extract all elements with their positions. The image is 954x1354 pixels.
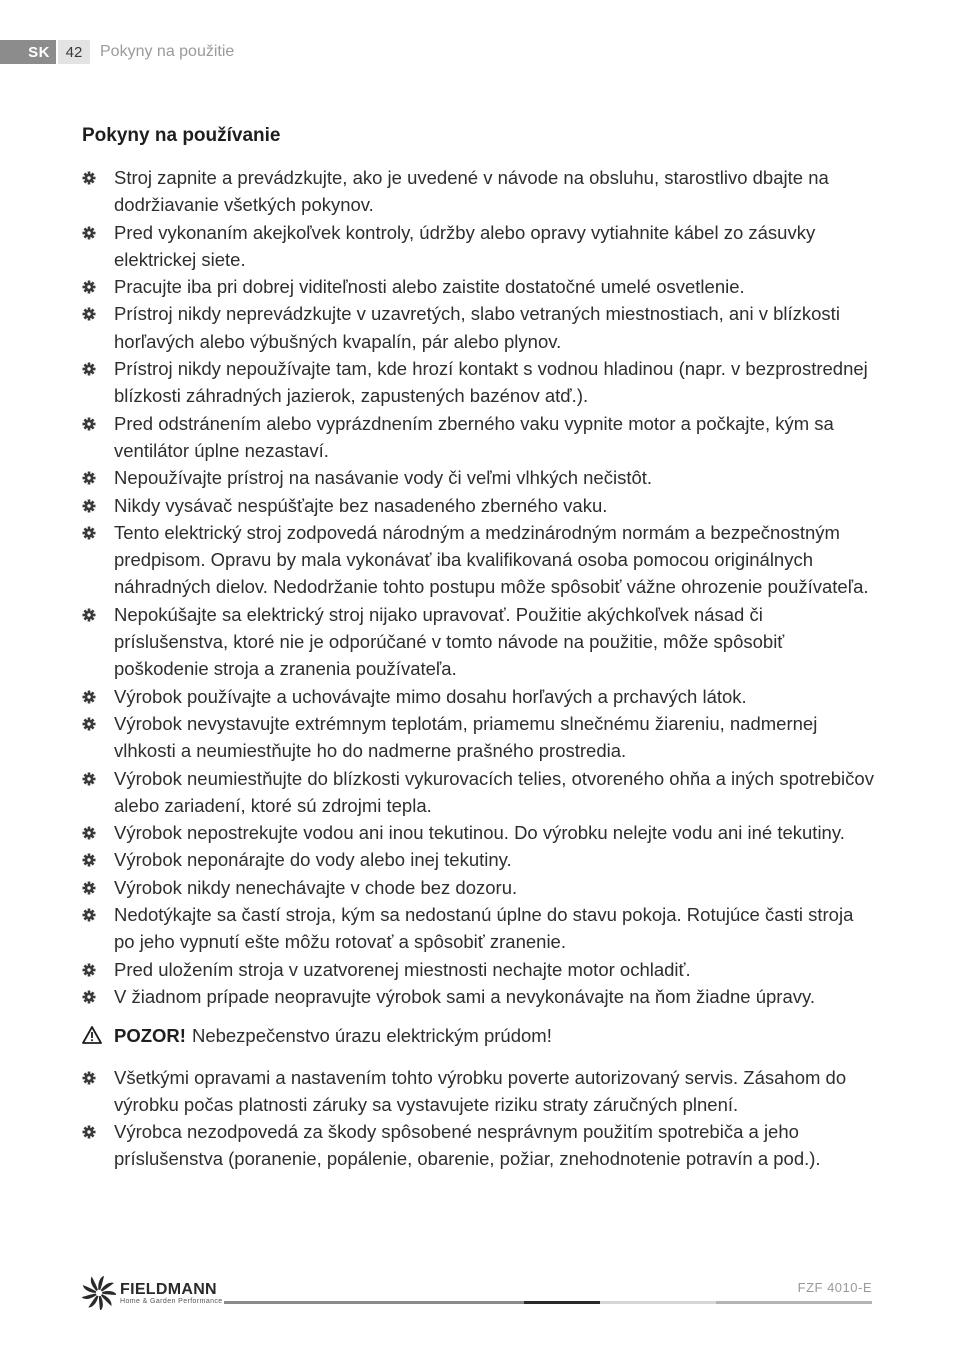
list-item-text: Tento elektrický stroj zodpovedá národným a medzinárodným normám a bezpečnostným predpisom. Opravu by mala vykonávať iba kvalifikovaná osoba pomocou originálnych náhradných dielov. Nedodržanie tohto postupu môže spôsobiť vážne ohrozenie používateľa. — [114, 521, 869, 598]
warning-triangle-icon — [82, 1026, 102, 1044]
logo-text — [120, 1281, 223, 1306]
list-item — [82, 819, 874, 846]
list-item-text: Pred vykonaním akejkoľvek kontroly, údržby alebo opravy vytiahnite kábel zo zásuvky elektrickej siete. — [114, 221, 816, 270]
section-title: Pokyny na používanie — [82, 125, 281, 146]
list-item-text: Prístroj nikdy neprevádzkujte v uzavretých, slabo vetraných miestnostiach, ani v blízkosti horľavých alebo výbušných kvapalín, pár alebo plynov. — [114, 303, 840, 352]
page-number: 42 — [58, 40, 90, 64]
list-item — [82, 683, 874, 710]
gear-bullet-icon — [82, 853, 96, 867]
gear-bullet-icon — [82, 826, 96, 840]
gear-bullet-icon — [82, 908, 96, 922]
gear-bullet-icon — [82, 307, 96, 321]
gear-bullet-icon — [82, 362, 96, 376]
gear-bullet-icon — [82, 526, 96, 540]
list-item — [82, 519, 874, 601]
list-item — [82, 164, 874, 219]
list-item — [82, 1118, 874, 1173]
list-item-text: Výrobok používajte a uchovávajte mimo dosahu horľavých a prchavých látok. — [114, 685, 747, 707]
list-item-text: Nikdy vysávač nespúšťajte bez nasadeného zberného vaku. — [114, 494, 608, 516]
list-item-text: Pred uložením stroja v uzatvorenej miestnosti nechajte motor ochladiť. — [114, 958, 691, 980]
list-item-text: Nepokúšajte sa elektrický stroj nijako upravovať. Použitie akýchkoľvek násad či príslušenstva, ktoré nie je odporúčané v tomto návode na použitie, môže spôsobiť poškodenie stroja a zranenia používateľa. — [114, 603, 785, 680]
footer-rule-mid — [716, 1301, 872, 1304]
list-item — [82, 300, 874, 355]
list-item-text: Výrobok nepostrekujte vodou ani inou tekutinou. Do výrobku nelejte vodu ani iné tekutiny. — [114, 822, 845, 844]
list-item-text: Pred odstránením alebo vyprázdnením zberného vaku vypnite motor a počkajte, kým sa ventilátor úplne nezastaví. — [114, 412, 834, 461]
list-item — [82, 710, 874, 765]
gear-bullet-icon — [82, 608, 96, 622]
page-header — [0, 40, 234, 64]
gear-bullet-icon — [82, 171, 96, 185]
fieldmann-logo — [82, 1276, 223, 1310]
list-item — [82, 492, 874, 519]
list-item-text: Výrobok nikdy nenechávajte v chode bez dozoru. — [114, 876, 518, 898]
list-item-text: Výrobca nezodpovedá za škody spôsobené nesprávnym použitím spotrebiča a jeho príslušenstva (poranenie, popálenie, obarenie, požiar, znehodnotenie potravín a pod.). — [114, 1121, 821, 1170]
footer-rule-light — [600, 1301, 716, 1304]
gear-bullet-icon — [82, 963, 96, 977]
gear-bullet-icon — [82, 471, 96, 485]
list-item — [82, 1064, 874, 1119]
instruction-list — [82, 164, 874, 1010]
list-item — [82, 901, 874, 956]
warning-text: Nebezpečenstvo úrazu elektrickým prúdom! — [191, 1025, 552, 1047]
list-item-text: Výrobok nevystavujte extrémnym teplotám, priamemu slnečnému žiareniu, nadmernej vlhkosti a neumiestňujte ho do nadmerne prašného prostredia. — [114, 712, 818, 762]
list-item-text: Nepoužívajte prístroj na nasávanie vody či veľmi vlhkých nečistôt. — [114, 467, 653, 489]
language-tab: SK — [0, 40, 56, 64]
list-item-text: Prístroj nikdy nepoužívajte tam, kde hrozí kontakt s vodnou hladinou (napr. v bezprostrednej blízkosti záhradných jazierok, zapustených bazénov atď.). — [114, 358, 868, 407]
list-item — [82, 355, 874, 410]
brand-name: FIELDMANN — [120, 1280, 217, 1298]
gear-bullet-icon — [82, 1071, 96, 1085]
list-item — [82, 765, 874, 820]
list-item-text: Nedotýkajte sa častí stroja, kým sa nedostanú úplne do stavu pokoja. Rotujúce časti stroja po jeho vypnutí ešte môžu rotovať a spôsobiť zranenie. — [114, 904, 854, 953]
list-item-text: Výrobok neponárajte do vody alebo inej tekutiny. — [114, 849, 512, 871]
list-item — [82, 273, 874, 300]
gear-bullet-icon — [82, 717, 96, 731]
list-item — [82, 956, 874, 983]
footer-rule-grey — [224, 1301, 524, 1304]
gear-bullet-icon — [82, 1125, 96, 1139]
gear-bullet-icon — [82, 990, 96, 1004]
list-item-text: Pracujte iba pri dobrej viditeľnosti alebo zaistite dostatočné umelé osvetlenie. — [114, 276, 745, 298]
list-item — [82, 464, 874, 491]
list-item-text: Výrobok neumiestňujte do blízkosti vykurovacích telies, otvoreného ohňa a iných spotrebičov alebo zariadení, ktoré sú zdrojmi tepla. — [114, 767, 874, 816]
gear-bullet-icon — [82, 881, 96, 895]
gear-bullet-icon — [82, 226, 96, 240]
gear-bullet-icon — [82, 417, 96, 431]
page-content — [82, 122, 874, 1173]
brand-tagline: Home & Garden Performance — [120, 1297, 223, 1305]
gear-bullet-icon — [82, 280, 96, 294]
list-item — [82, 846, 874, 873]
list-item — [82, 874, 874, 901]
warning-notice — [82, 1022, 874, 1049]
list-item — [82, 410, 874, 465]
warning-label: POZOR! — [114, 1025, 186, 1047]
fan-logo-icon — [82, 1276, 116, 1310]
list-item-text: Všetkými opravami a nastavením tohto výrobku poverte autorizovaný servis. Zásahom do výrobku počas platnosti záruky sa vystavujete riziku straty záručných plnení. — [114, 1066, 847, 1115]
list-item — [82, 983, 874, 1010]
gear-bullet-icon — [82, 499, 96, 513]
gear-bullet-icon — [82, 772, 96, 786]
list-item — [82, 219, 874, 274]
header-title: Pokyny na použitie — [100, 43, 235, 60]
service-list — [82, 1064, 874, 1173]
model-number: FZF 4010-E — [797, 1280, 872, 1295]
list-item-text: Stroj zapnite a prevádzkujte, ako je uvedené v návode na obsluhu, starostlivo dbajte na dodržiavanie všetkých pokynov. — [114, 167, 829, 216]
footer-rule-dark — [524, 1301, 600, 1304]
list-item — [82, 601, 874, 683]
list-item-text: V žiadnom prípade neopravujte výrobok sami a nevykonávajte na ňom žiadne úpravy. — [114, 985, 816, 1007]
gear-bullet-icon — [82, 690, 96, 704]
